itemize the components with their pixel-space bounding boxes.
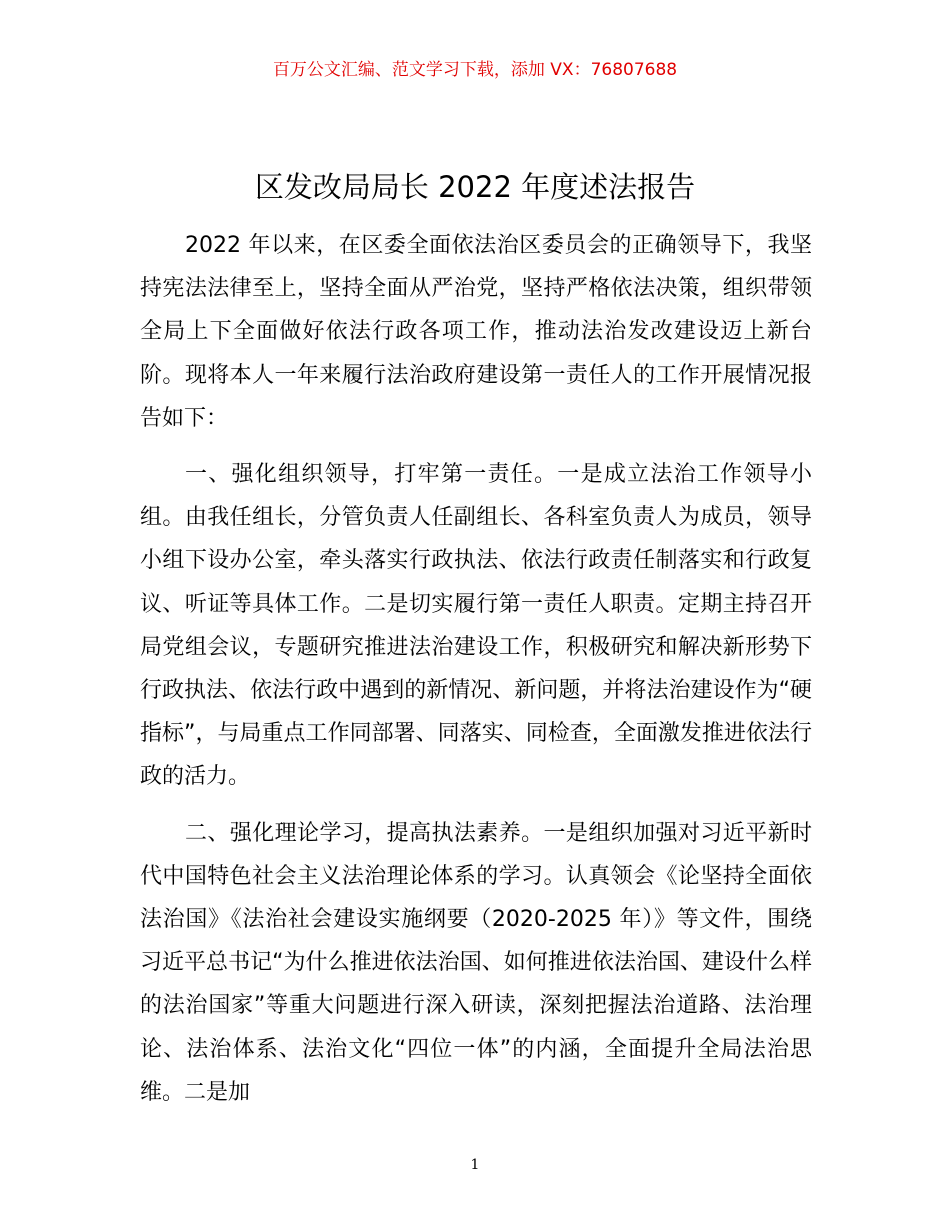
paragraph-intro: 2022 年以来，在区委全面依法治区委员会的正确领导下，我坚持宪法法律至上，坚持全面从严治党，坚持严格依法决策，组织带领全局上下全面做好依法行政各项工作，推动法治发改建设迈上新台阶。现将本人一年来履行法治政府建设第一责任人的工作开展情况报告如下： xyxy=(140,233,812,431)
paragraph-section-1: 一、强化组织领导，打牢第一责任。一是成立法治工作领导小组。由我任组长，分管负责人任副组长、各科室负责人为成员，领导小组下设办公室，牵头落实行政执法、依法行政责任制落实和行政复议、听证等具体工作。二是切实履行第一责任人职责。定期主持召开局党组会议，专题研究推进法治建设工作，积极研究和解决新形势下行政执法、依法行政中遇到的新情况、新问题，并将法治建设作为“硬指标”，与局重点工作同部署、同落实、同检查，全面激发推进依法行政的活力。 xyxy=(140,462,812,790)
paragraph-section-2: 二、强化理论学习，提高执法素养。一是组织加强对习近平新时代中国特色社会主义法治理论体系的学习。认真领会《论坚持全面依法治国》《法治社会建设实施纲要（2020-2025 年）》等文件，围绕习近平总书记“为什么推进依法治国、如何推进依法治国、建设什么样的法治国家”等重大问题进行深入研读，深刻把握法治道路、法治理论、法治体系、法治文化“四位一体”的内涵，全面提升全局法治思维。二是加 xyxy=(140,820,812,1105)
page-title: 区发改局局长 2022 年度述法报告 xyxy=(254,170,696,204)
document-body xyxy=(140,224,812,1114)
download-notice: 百万公文汇编、范文学习下载，添加 VX：76807688 xyxy=(272,60,678,80)
page-number: 1 xyxy=(470,1157,480,1173)
